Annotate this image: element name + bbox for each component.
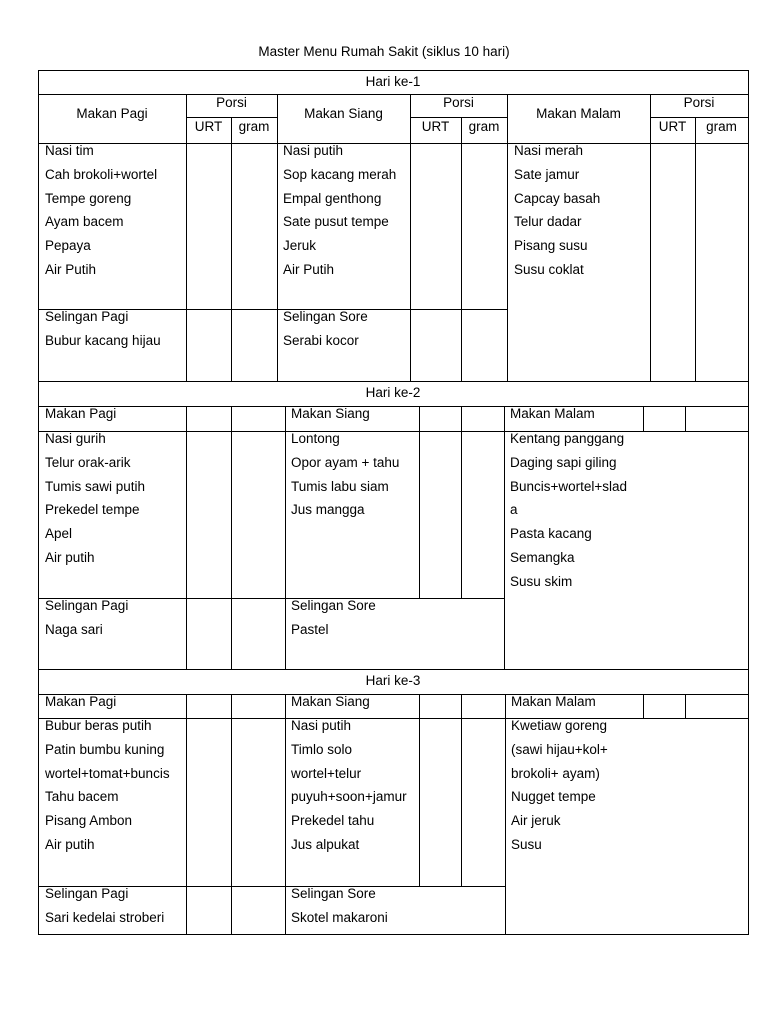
column-header-makan-siang: Makan Siang	[291, 406, 370, 421]
table-rule	[186, 694, 187, 935]
selingan-sore-item: Pastel	[291, 621, 329, 637]
table-rule	[685, 694, 686, 719]
menu-item-malam: a	[510, 502, 518, 518]
porsi-header: Porsi	[216, 95, 247, 110]
selingan-sore-item: Skotel makaroni	[291, 909, 388, 925]
menu-item-malam: Capcay basah	[514, 190, 601, 206]
table-rule	[748, 70, 749, 382]
menu-item-siang: Opor ayam + tahu	[291, 454, 400, 470]
menu-item-pagi: Tempe goreng	[45, 190, 132, 206]
table-rule	[461, 117, 462, 382]
table-top-border	[38, 70, 749, 71]
selingan-sore-item: Selingan Sore	[283, 309, 368, 324]
table-rule	[186, 406, 187, 670]
column-header-makan-malam: Makan Malam	[536, 106, 621, 121]
porsi-header: Porsi	[683, 95, 715, 110]
selingan-pagi-item: Bubur kacang hijau	[45, 332, 161, 348]
table-rule	[650, 117, 749, 118]
table-rule	[685, 406, 686, 432]
urt-header: URT	[194, 119, 223, 134]
day-header: Hari ke-3	[365, 673, 421, 688]
menu-item-siang: Prekedel tahu	[291, 813, 375, 829]
menu-item-malam: Semangka	[510, 550, 575, 565]
menu-item-malam: Susu coklat	[514, 262, 584, 277]
menu-item-pagi: wortel+tomat+buncis	[45, 765, 170, 781]
menu-item-siang: Jus alpukat	[291, 837, 360, 852]
table-rule	[186, 94, 187, 382]
menu-item-siang: wortel+telur	[291, 765, 362, 781]
column-header-makan-pagi: Makan Pagi	[45, 406, 117, 421]
table-rule	[504, 406, 505, 670]
menu-item-malam: Sate jamur	[514, 166, 580, 182]
menu-item-malam: Susu	[511, 837, 542, 852]
table-rule	[285, 406, 286, 670]
urt-header: URT	[658, 119, 687, 134]
table-rule	[277, 94, 278, 382]
table-rule	[38, 669, 749, 670]
table-rule	[505, 694, 506, 935]
selingan-pagi-item: Selingan Pagi	[45, 598, 129, 613]
menu-item-malam: Kentang panggang	[510, 431, 625, 446]
table-rule	[231, 117, 232, 382]
menu-item-siang: Lontong	[291, 431, 340, 446]
table-rule	[38, 143, 749, 144]
porsi-header: Porsi	[443, 95, 474, 110]
day-header: Hari ke-1	[365, 74, 421, 89]
menu-item-malam: Pisang susu	[514, 238, 588, 254]
table-rule	[419, 406, 420, 599]
table-rule	[38, 94, 749, 95]
table-rule	[231, 694, 232, 935]
menu-item-pagi: Pepaya	[45, 238, 91, 254]
table-rule	[748, 381, 749, 670]
table-rule	[419, 694, 420, 887]
menu-item-siang: Sate pusut tempe	[283, 214, 389, 230]
menu-item-pagi: Air putih	[45, 837, 95, 852]
column-header-makan-siang: Makan Siang	[291, 694, 370, 709]
table-rule	[38, 381, 39, 670]
menu-item-siang: Sop kacang merah	[283, 166, 397, 182]
menu-item-siang: Jus mangga	[291, 502, 365, 518]
column-header-makan-malam: Makan Malam	[510, 406, 595, 421]
table-rule	[643, 406, 644, 432]
urt-header: URT	[421, 119, 450, 134]
gram-header: gram	[706, 119, 737, 134]
menu-item-siang: Air Putih	[283, 262, 335, 277]
menu-item-pagi: Tahu bacem	[45, 789, 119, 805]
menu-item-pagi: Cah brokoli+wortel	[45, 166, 158, 182]
menu-item-pagi: Nasi tim	[45, 143, 94, 158]
table-rule	[231, 406, 232, 670]
menu-item-malam: Pasta kacang	[510, 526, 592, 542]
table-rule	[410, 94, 411, 382]
menu-item-siang: Nasi putih	[283, 143, 344, 158]
menu-item-malam: Kwetiaw goreng	[511, 718, 608, 733]
menu-item-malam: Nugget tempe	[511, 789, 596, 805]
selingan-sore-item: Selingan Sore	[291, 598, 376, 613]
menu-item-pagi: Nasi gurih	[45, 431, 106, 446]
table-rule	[695, 117, 696, 382]
selingan-sore-item: Selingan Sore	[291, 886, 376, 901]
menu-item-malam: Buncis+wortel+slad	[510, 478, 628, 494]
table-rule	[650, 94, 651, 382]
menu-item-malam: Telur dadar	[514, 214, 582, 230]
table-rule	[507, 94, 508, 382]
column-header-makan-pagi: Makan Pagi	[76, 106, 148, 121]
menu-item-siang: Timlo solo	[291, 741, 353, 757]
menu-item-malam: brokoli+ ayam)	[511, 765, 600, 781]
selingan-pagi-item: Selingan Pagi	[45, 886, 129, 901]
menu-item-malam: (sawi hijau+kol+	[511, 741, 608, 757]
column-header-makan-siang: Makan Siang	[304, 106, 383, 121]
menu-item-malam: Air jeruk	[511, 813, 561, 829]
menu-item-siang: Tumis labu siam	[291, 478, 389, 494]
table-rule	[38, 934, 749, 935]
menu-item-pagi: Apel	[45, 526, 73, 542]
selingan-pagi-item: Sari kedelai stroberi	[45, 909, 165, 925]
menu-item-siang: Jeruk	[283, 238, 317, 254]
day-header: Hari ke-2	[365, 385, 421, 400]
column-header-makan-malam: Makan Malam	[511, 694, 596, 709]
menu-item-pagi: Pisang Ambon	[45, 813, 133, 829]
document-title: Master Menu Rumah Sakit (siklus 10 hari)	[258, 44, 510, 59]
table-rule	[410, 117, 508, 118]
menu-item-malam: Nasi merah	[514, 143, 584, 158]
menu-item-pagi: Ayam bacem	[45, 214, 124, 230]
selingan-pagi-item: Selingan Pagi	[45, 309, 129, 324]
table-rule	[285, 694, 286, 935]
table-rule	[38, 669, 39, 935]
gram-header: gram	[238, 119, 270, 134]
menu-item-pagi: Air putih	[45, 550, 95, 565]
menu-item-pagi: Patin bumbu kuning	[45, 741, 165, 757]
gram-header: gram	[468, 119, 500, 134]
menu-item-malam: Susu skim	[510, 573, 573, 589]
menu-item-siang: puyuh+soon+jamur	[291, 789, 407, 805]
menu-item-pagi: Tumis sawi putih	[45, 478, 146, 494]
menu-item-pagi: Prekedel tempe	[45, 502, 140, 518]
menu-item-pagi: Telur orak-arik	[45, 454, 131, 470]
menu-item-malam: Daging sapi giling	[510, 454, 617, 470]
selingan-sore-item: Serabi kocor	[283, 332, 359, 348]
table-rule	[461, 694, 462, 887]
table-rule	[461, 406, 462, 599]
table-rule	[643, 694, 644, 719]
menu-item-siang: Empal genthong	[283, 190, 382, 206]
table-rule	[186, 117, 278, 118]
menu-item-pagi: Air Putih	[45, 262, 97, 277]
table-rule	[748, 669, 749, 935]
table-rule	[38, 381, 749, 382]
column-header-makan-pagi: Makan Pagi	[45, 694, 117, 709]
selingan-pagi-item: Naga sari	[45, 621, 103, 637]
menu-item-siang: Nasi putih	[291, 718, 352, 733]
menu-item-pagi: Bubur beras putih	[45, 718, 152, 733]
